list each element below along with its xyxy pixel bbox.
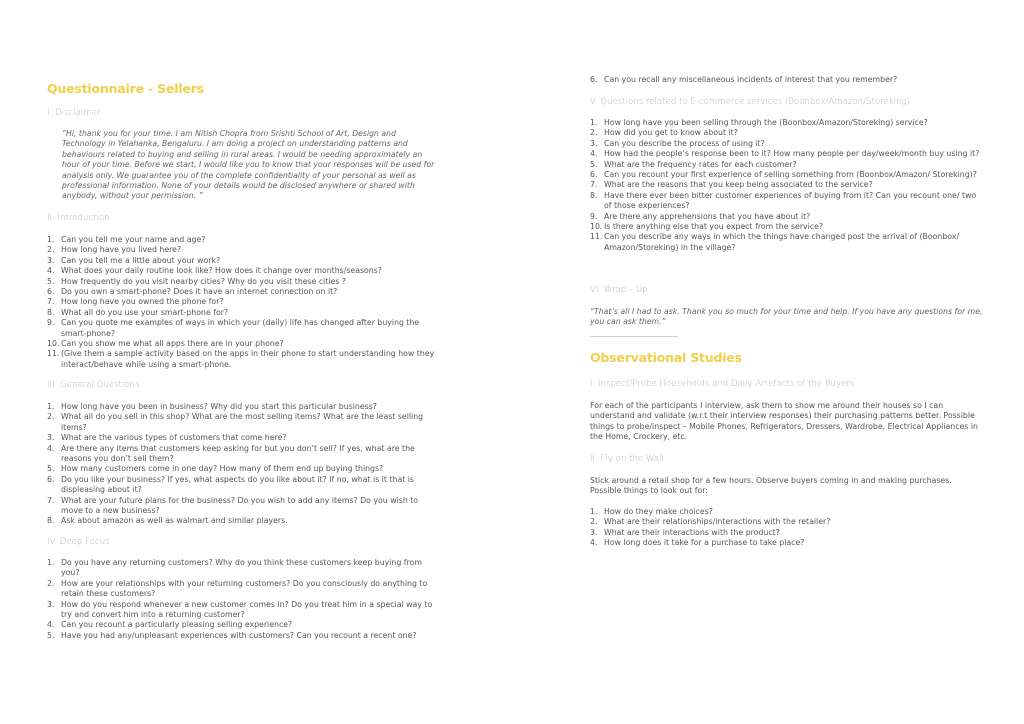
deep-focus-heading: IV. Deep Focus — [47, 537, 110, 547]
list-item — [47, 579, 442, 600]
deep-focus-list — [47, 558, 442, 641]
list-item — [47, 631, 442, 641]
list-item — [590, 528, 985, 538]
list-item-text: What are the reasons that you keep being associated to the service? — [604, 180, 873, 190]
list-item-number: 7. — [47, 297, 55, 307]
list-item-text: What are their interactions with the product? — [604, 527, 780, 537]
list-item-number: 1. — [47, 558, 55, 567]
list-item — [47, 256, 442, 266]
list-item-text: Can you recount your first experience of selling something from (Boonbox/Amazon/ Storeking)? — [604, 170, 977, 180]
list-item — [47, 558, 442, 579]
list-item-number: 1. — [590, 118, 598, 127]
list-item-text: Can you describe the process of using it? — [604, 138, 765, 148]
fly-on-wall-text: Stick around a retail shop for a few hours. Observe buyers coming in and making purchases. Possible things to look out for: — [590, 476, 952, 496]
list-item-number: 2. — [590, 128, 598, 138]
list-item — [47, 339, 442, 349]
list-item-text: How many customers come in one day? How many of them end up buying things? — [61, 464, 384, 474]
list-item — [590, 180, 985, 190]
list-item-number: 6. — [47, 287, 55, 297]
list-item-text: (Give them a sample activity based on the apps in their phone to start understanding how they interact/behave while using a smart-phone. — [61, 349, 435, 369]
list-item-text: Have there ever been bitter customer experiences of buying from it? Can you recount one/ two of those experiences? — [604, 190, 977, 211]
fly-on-wall-heading: II. Fly on the Wall — [590, 454, 664, 464]
list-item-number: 10. — [47, 339, 60, 349]
list-item — [590, 232, 985, 253]
list-item-number: 3. — [590, 527, 598, 537]
list-item — [47, 308, 442, 318]
list-item-text: How had the people’s response been to it? How many people per day/week/month buy using it? — [604, 149, 980, 159]
list-item — [47, 600, 442, 621]
list-item-number: 9. — [590, 211, 598, 221]
list-item-text: Can you tell me your name and age? — [61, 235, 206, 244]
deep-focus-list-continued — [590, 75, 985, 85]
list-item — [47, 402, 442, 412]
list-item — [47, 475, 442, 496]
list-item — [47, 287, 442, 297]
list-item — [47, 318, 442, 339]
list-item — [47, 433, 442, 443]
wrap-up-heading: VI. Wrap – Up — [590, 285, 648, 295]
disclaimer-heading: I. Disclaimer — [47, 108, 101, 118]
list-item-number: 7. — [590, 180, 598, 190]
list-item-number: 4. — [47, 443, 55, 453]
inspect-heading: I. Inspect/Probe Households and Daily Artefacts of the Buyers — [590, 379, 855, 389]
list-item-text: How did you get to know about it? — [604, 128, 738, 138]
list-item — [590, 191, 985, 212]
list-item-number: 8. — [47, 307, 55, 317]
ecommerce-heading: V. Questions related to E-commerce services (Boonbox/Amazon/Storeking) — [590, 97, 911, 107]
list-item-text: Is there anything else that you expect from the service? — [604, 222, 824, 232]
list-item — [47, 349, 442, 370]
questionnaire-title: Questionnaire - Sellers — [47, 81, 204, 96]
introduction-heading: II. Introduction — [47, 213, 110, 223]
list-item-text: Can you tell me a little about your work? — [61, 255, 221, 265]
list-item-number: 9. — [47, 318, 55, 328]
wrap-up-text: “That’s all I had to ask. Thank you so much for your time and help. If you have any questions for me, you can ask them.” — [590, 307, 983, 327]
list-item-text: Are there any apprehensions that you have about it? — [604, 211, 811, 221]
list-item — [47, 620, 442, 630]
list-item-number: 10. — [590, 222, 603, 232]
ecommerce-list — [590, 118, 985, 253]
list-item-text: Do you have any returning customers? Why do you think these customers keep buying from you? — [61, 558, 422, 578]
list-item-text: Can you show me what all apps there are in your phone? — [61, 339, 284, 349]
list-item — [47, 297, 442, 307]
list-item-number: 1. — [47, 402, 55, 411]
list-item-number: 5. — [47, 276, 55, 286]
list-item — [590, 538, 985, 548]
list-item-text: How long have you been selling through the (Boonbox/Amazon/Storeking) service? — [604, 118, 928, 127]
list-item-number: 2. — [590, 517, 598, 527]
list-item-number: 6. — [590, 75, 598, 84]
list-item — [590, 507, 985, 517]
list-item — [590, 128, 985, 138]
inspect-text: For each of the participants I interview, ask them to show me around their houses so I can understand and validate (w.r.t their interview responses) their purchasing patterns better. Possible things to probe/inspect – Mobile Phones, Refrigerators, Dressers, Wardrobe, Electrical Appliances in the Home, Crockery, etc. — [590, 401, 978, 442]
list-item — [590, 118, 985, 128]
list-item — [47, 235, 442, 245]
list-item-number: 2. — [47, 245, 55, 255]
list-item-text: How frequently do you visit nearby cities? Why do you visit these cities ? — [61, 276, 347, 286]
list-item-text: Ask about amazon as well as walmart and similar players. — [61, 516, 288, 526]
fly-on-wall-list — [590, 507, 985, 549]
list-item — [590, 139, 985, 149]
list-item-number: 5. — [47, 630, 55, 640]
list-item-number: 3. — [47, 255, 55, 265]
list-item-number: 3. — [47, 433, 55, 443]
list-item-text: Do you like your business? If yes, what aspects do you like about it? If no, what is it that is displeasing about it? — [61, 474, 414, 495]
list-item-number: 3. — [590, 138, 598, 148]
list-item-text: What are the various types of customers that come here? — [61, 433, 287, 443]
list-item-number: 2. — [47, 578, 55, 588]
list-item — [47, 496, 442, 517]
list-item — [590, 517, 985, 527]
list-item-text: Have you had any/unpleasant experiences with customers? Can you recount a recent one? — [61, 630, 417, 640]
list-item-text: How long have you lived here? — [61, 245, 182, 255]
general-questions-list — [47, 402, 442, 527]
list-item — [47, 464, 442, 474]
observational-title: Observational Studies — [590, 350, 742, 365]
list-item — [47, 245, 442, 255]
general-questions-heading: III. General Questions — [47, 380, 140, 390]
list-item-text: How long have you been in business? Why did you start this particular business? — [61, 402, 377, 411]
list-item — [590, 160, 985, 170]
list-item-number: 3. — [47, 599, 55, 609]
list-item — [590, 170, 985, 180]
list-item-text: What all do you sell in this shop? What are the most selling items? What are the least selling items? — [61, 412, 424, 432]
list-item-text: How long does it take for a purchase to take place? — [604, 538, 805, 548]
list-item — [590, 222, 985, 232]
list-item-number: 5. — [590, 159, 598, 169]
list-item-text: How are your relationships with your returning customers? Do you consciously do anything to retain these customers? — [61, 578, 428, 599]
list-item-text: What are your future plans for the business? Do you wish to add any items? Do you wish to move to a new business? — [61, 495, 419, 516]
list-item — [590, 212, 985, 222]
list-item-number: 4. — [590, 538, 598, 548]
list-item-number: 2. — [47, 412, 55, 422]
list-item-text: Can you describe any ways in which the things have changed post the arrival of (Boonbox/ Amazon/Storeking) in the village? — [604, 232, 960, 252]
list-item-number: 8. — [47, 516, 55, 526]
list-item-number: 1. — [47, 235, 55, 244]
list-item-text: Can you recall any miscellaneous incidents of interest that you remember? — [604, 75, 898, 84]
list-item-text: What are the frequency rates for each customer? — [604, 159, 797, 169]
list-item-text: What all do you use your smart-phone for? — [61, 307, 229, 317]
list-item-number: 6. — [47, 474, 55, 484]
list-item-number: 7. — [47, 495, 55, 505]
introduction-list — [47, 235, 442, 370]
list-item-text: Can you recount a particularly pleasing selling experience? — [61, 620, 293, 630]
list-item-number: 1. — [590, 507, 598, 516]
list-item — [47, 516, 442, 526]
list-item-text: How do they make choices? — [604, 507, 713, 516]
disclaimer-text: “Hi, thank you for your time. I am Nitish Chopra from Srishti School of Art, Design and Technology in Yelahanka, Bengaluru. I am doing a project on understanding patterns and behaviours related to buying and selling in rural areas. I would be needing approximately an hour of your time. Before we start, I would like you to know that your responses will be used for analysis only. We guarantee you of the complete confidentiality of your personal as well as professional information. None of your details would be disclosed anywhere or shared with anybody, without your permission. ” — [62, 129, 435, 201]
list-item — [47, 277, 442, 287]
list-item — [590, 75, 985, 85]
list-item — [47, 266, 442, 276]
list-item-text: What are their relationships/interactions with the retailer? — [604, 517, 831, 527]
list-item-number: 11. — [47, 349, 60, 359]
list-item-number: 8. — [590, 190, 598, 200]
list-item-text: How long have you owned the phone for? — [61, 297, 224, 307]
section-divider — [590, 336, 678, 337]
list-item-number: 11. — [590, 232, 603, 242]
list-item-number: 4. — [47, 266, 55, 276]
list-item-text: How do you respond whenever a new customer comes in? Do you treat him in a special way to try and convert him into a returning customer? — [61, 599, 433, 620]
list-item — [590, 149, 985, 159]
list-item-text: Can you quote me examples of ways in which your (daily) life has changed after buying the smart-phone? — [61, 318, 420, 338]
list-item-text: Are there any items that customers keep asking for but you don’t sell? If yes, what are the reasons you don’t sell them? — [61, 443, 415, 464]
list-item — [47, 444, 442, 465]
list-item-text: Do you own a smart-phone? Does it have an internet connection on it? — [61, 287, 338, 297]
list-item — [47, 412, 442, 433]
list-item-number: 4. — [47, 620, 55, 630]
list-item-number: 5. — [47, 464, 55, 474]
list-item-text: What does your daily routine look like? How does it change over months/seasons? — [61, 266, 382, 276]
list-item-number: 6. — [590, 170, 598, 180]
list-item-number: 4. — [590, 149, 598, 159]
